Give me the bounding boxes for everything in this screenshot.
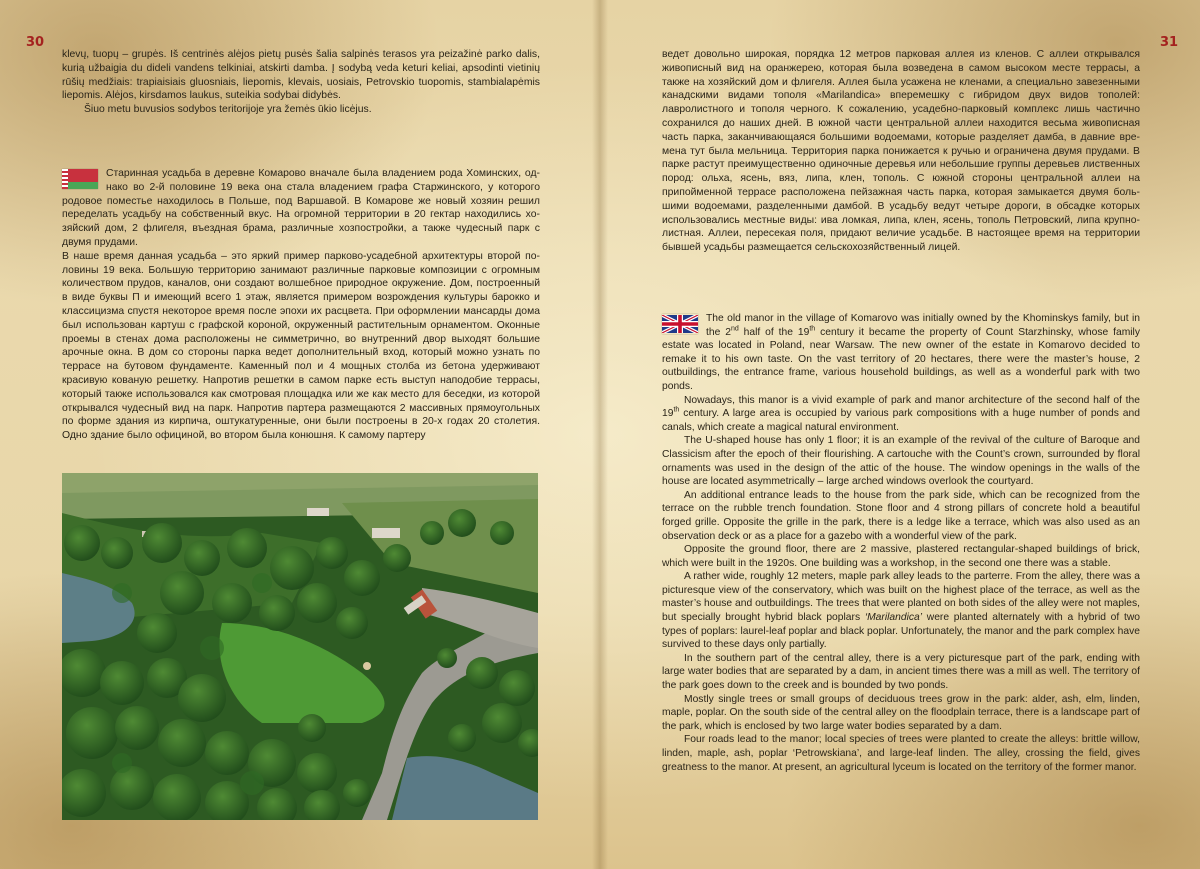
english-paragraph: The U-shaped house has only 1 floor; it is an example of the revival of the culture of Baroque and Classicism after the epoch of their flourishing. A cartouche with the Count’s crown, surrounded by floral ornaments was used in the design of the attic of the house. The window openings in the walls of the house are located asymmetrically – large arched windows overlook the courtyard. — [662, 435, 1140, 488]
english-paragraph: Four roads lead to the manor; local species of trees were planted to create the alleys: brittle willow, linden, maple, ash, poplar ‘Petrowskiana’, and large-leaf linden. The alley, crossing the field, gives greatness to the manor. At present, an agricultural lyceum is located on the territory of the former manor. — [662, 734, 1140, 773]
russian-paragraph: В наше время данная усадьба – это яркий пример парково-усадебной архитектуры второй половины 19 века. Большую территорию занимают различные парковые композиции с огромным количеством прудов, каналов, они создают волшебное природное окружение. Дом, построенный в виде буквы П и имеющий всего 1 этаж, является примером возрождения культуры барокко и классицизма спустя некоторое время после эпохи их расцвета. При оформлении мансарды дома был использован картуш с графской короной, окруженный растительным орнаментом. Оконные проемы в стенах дома расположены не симметрично, во внутренний двор выходят большие арочные окна. В дом со стороны парка ведет дополнительный вход, который можно узнать по террасе на бутовом фундаменте. Каменный пол и 4 мощных столба из бетона удерживают красивую кованую решетку. Напротив решетки в самом парке есть выступ наподобие террасы, который также использовался как смотровая площадка или же как место для беседки, из которой открывался чудесный вид на парк. Напротив партера размещаются 2 массивных прямоугольных по форме здания из кирпича, оштукатуренные, они были построены в 20-х годах 20 столетия. Одно здание было официной, во втором была конюшня. К самому партеру — [62, 250, 540, 442]
lithuanian-paragraph: klevų, tuopų – grupės. Iš centrinės alėjos pietų pusės šalia salpinės terasos yra peizažinė parko dalis, kurią užbaigia du dideli vandens telkiniai, atskirti damba. Į sodybą veda keturi keliai, apsodinti vietinių rūšių medžiais: trapiaisiais gluosniais, liepomis, klevais, uosiais, Petrovskio tuopomis, stambialapėmis liepomis. Alėjos, kirsdamos laukus, suteikia sodybai didybės. — [62, 49, 540, 102]
english-paragraph: A rather wide, roughly 12 meters, maple park alley leads to the parterre. From the alley, there was a picturesque view of the conservatory, which was built on the highest place of the terrace, as well as the master’s house and outbuildings. The trees that were planted on both sides of the alley were not maples, but specially brought hybrid black poplars ‘Marilandica’ were planted alternately with a hybrid of two types of poplars: laurel-leaf poplar and black poplar. Unfortunately, the manor and the park complex have survived to these days only partially. — [662, 571, 1140, 651]
english-paragraph: Opposite the ground floor, there are 2 massive, plastered rectangular-shaped buildings of brick, which were built in the 1920s. One building was a workshop, in the second one there was a stable. — [662, 544, 1140, 569]
english-paragraph: Nowadays, this manor is a vivid example of park and manor architecture of the second half of the 19th century. A large area is occupied by various park compositions with a huge number of ponds and canals, which create a magical natural environment. — [662, 394, 1140, 433]
manor-aerial-photo — [62, 473, 538, 820]
english-paragraph: An additional entrance leads to the house from the park side, which can be recognized from the terrace on the rubble trench foundation. Stone floor and 4 strong pillars of concrete hold a beautiful forged grille. Opposite the grille in the park, there is a ledge like a terrace, which was also used as an observation deck or as a place for a gazebo with a wonderful view of the park. — [662, 489, 1140, 542]
lithuanian-paragraph: Šiuo metu buvusios sodybos teritorijoje yra žemės ūkio licėjus. — [84, 104, 372, 116]
book-gutter — [592, 0, 608, 869]
uk-flag-icon — [662, 314, 698, 334]
russian-paragraph: ведет довольно широкая, порядка 12 метров парковая аллея из кленов. С аллеи открывался живописный вид на оранжерею, которая была возведена в самом высоком месте террасы, а также на хозяйский дом и флигеля. Аллея была усажена не кленами, а специально завезенными канадскими видами тополя «Marilandica» вперемешку с гибридом двух видов тополей: лавролистного и тополя черного. К сожалению, усадебно-парковый комплекс лишь частично сохранился до наших дней. В южной части центральной аллеи находится весьма живописная часть парка, заканчивающаяся большими водоемами, которые разделяет дамба, в давние времена тут была мельница. Территория парка понижается к ручью и ограничена двумя прудами. В парке растут преимущественно одиночные деревья или небольшие группы деревьев лиственных пород: ольха, ясень, вяз, липа, клен, тополь. С южной стороны центральной аллеи на припойменной террасе расположена пейзажная часть парка, которая замыкается двумя большими водоемами, разделенными дамбой. В усадьбу ведут четыре дороги, в обсадке которых использовались местные виды: ива ломкая, липа, клен, ясень, тополь Петровский, липа крупнолистная. Аллеи, пересекая поля, придают величие усадьбе. В настоящее время на территории бывшей усадьбы размещается сельскохозяйственный лицей. — [662, 49, 1140, 254]
english-paragraph: In the southern part of the central alley, there is a very picturesque part of the park, ending with large water bodies that are separated by a dam, in ancient times there was a mill as well. The territory of the park goes down to the creek and is bounded by two ponds. — [662, 652, 1140, 692]
english-text-block — [662, 312, 1140, 774]
russian-text-block-continued — [662, 48, 1140, 255]
english-paragraph: Mostly single trees or small groups of deciduous trees grow in the park: alder, ash, elm, linden, maple, poplar. On the south side of the central alley on the floodplain terrace, there is a landscape part of the park, which is enclosed by two large water bodies separated by a dam. — [662, 693, 1140, 732]
page-number-left: 30 — [26, 35, 45, 50]
russian-text-block — [62, 167, 540, 443]
russian-paragraph: Старинная усадьба в деревне Комарово вначале была владением рода Хоминских, однако во 2-й половине 19 века она стала владением графа Старжинского, у которого родовое поместье находилось в Польше, под Варшавой. В Комарове же новый хозяин решил переделать усадьбу на собственный вкус. На огромной территории в 20 гектар находились хозяйский дом, 2 флигеля, въездная брама, различные хозпостройки, а также чудесный парк с двумя прудами. — [62, 168, 540, 248]
page-number-right: 31 — [1160, 35, 1179, 50]
lithuanian-text-block — [62, 48, 540, 117]
english-paragraph: The old manor in the village of Komarovo was initially owned by the Khominskys family, but in the 2nd half of the 19th century it became the property of Count Starzhinsky, whose family estate was located in Poland, near Warsaw. The new owner of the estate in Komarovo decided to remake it to his own taste. On the vast territory of 20 hectares, there were the master’s house, 2 outbuildings, the entrance frame, various household buildings, as well as a wonderful park with two ponds. — [662, 313, 1140, 392]
belarus-flag-icon — [62, 169, 98, 189]
